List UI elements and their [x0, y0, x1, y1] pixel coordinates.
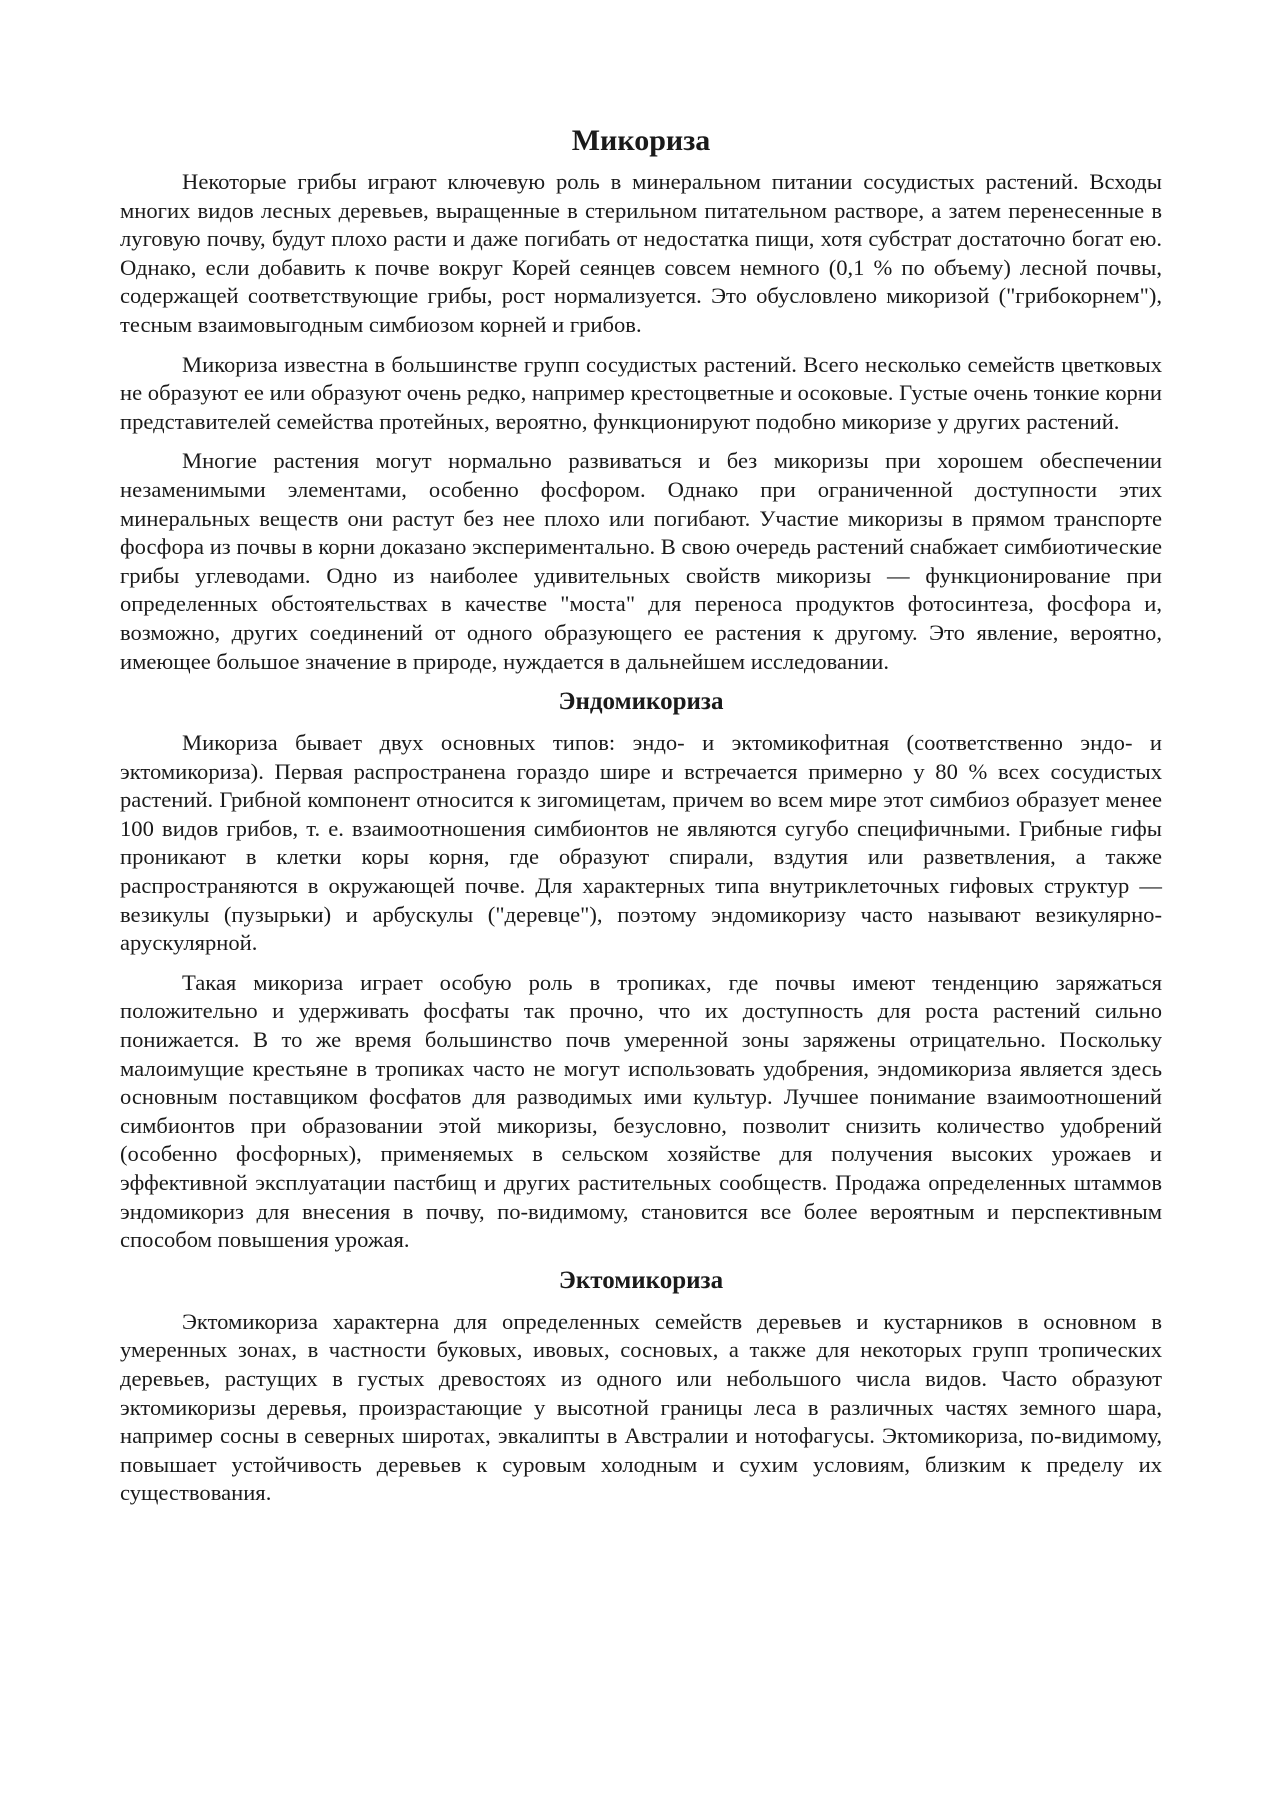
- intro-paragraph-1: Некоторые грибы играют ключевую роль в минеральном питании сосудистых растений. Всходы многих видов лесных деревьев, выращенные в стерильном питательном растворе, а затем перенесенные в луговую почву, будут плохо расти и даже погибать от недостатка пищи, хотя субстрат достаточно богат ею. Однако, если добавить к почве вокруг Корей сеянцев совсем немного (0,1 % по объему) лесной почвы, содержащей соответствующие грибы, рост нормализуется. Это обусловлено микоризой ("грибокорнем"), тесным взаимовыгодным симбиозом корней и грибов.: [120, 169, 1162, 337]
- ectomycorrhiza-paragraph-1: Эктомикориза характерна для определенных семейств деревьев и кустарников в основном в умеренных зонах, в частности буковых, ивовых, сосновых, а также для некоторых групп тропических деревьев, растущих в густых древостоях из одного или небольшого числа видов. Часто образуют эктомикоризы деревья, произрастающие у высотной границы леса в различных частях земного шара, например сосны в северных широтах, эвкалипты в Австралии и нотофагусы. Эктомикориза, по-видимому, повышает устойчивость деревьев к суровым холодным и сухим условиям, близким к пределу их существования.: [120, 1308, 1162, 1506]
- intro-paragraph-2: Микориза известна в большинстве групп сосудистых растений. Всего несколько семейств цветковых не образуют ее или образуют очень редко, например крестоцветные и осоковые. Густые очень тонкие корни представителей семейства протейных, вероятно, функционируют подобно микоризе у других растений.: [120, 351, 1162, 434]
- document-title: Микориза: [571, 124, 711, 157]
- endomycorrhiza-paragraph-2: Такая микориза играет особую роль в тропиках, где почвы имеют тенденцию заряжаться положительно и удерживать фосфаты так прочно, что их доступность для роста растений сильно понижается. В то же время большинство почв умеренной зоны заряжены отрицательно. Поскольку малоимущие крестьяне в тропиках часто не могут использовать удобрения, эндомикориза является здесь основным поставщиком фосфатов для разводимых ими культур. Лучшее понимание взаимоотношений симбионтов при образовании этой микоризы, безусловно, позволит снизить количество удобрений (особенно фосфорных), применяемых в сельском хозяйстве для получения высоких урожаев и эффективной эксплуатации пастбищ и других растительных сообществ. Продажа определенных штаммов эндомикориз для внесения в почву, по-видимому, становится все более вероятным и перспективным способом повышения урожая.: [120, 969, 1162, 1253]
- endomycorrhiza-paragraph-1: Микориза бывает двух основных типов: эндо- и эктомикофитная (соответственно эндо- и эктомикориза). Первая распространена гораздо шире и встречается примерно у 80 % всех сосудистых растений. Грибной компонент относится к зигомицетам, причем во всем мире этот симбиоз образует менее 100 видов грибов, т. е. взаимоотношения симбионтов не являются сугубо специфичными. Грибные гифы проникают в клетки коры корня, где образуют спирали, вздутия или разветвления, а также распространяются в окружающей почве. Для характерных типа внутриклеточных гифовых структур — везикулы (пузырьки) и арбускулы ("деревце"), поэтому эндомикоризу часто называют везикулярно-арускулярной.: [120, 730, 1162, 956]
- section-heading-endomycorrhiza: Эндомикориза: [558, 688, 724, 716]
- section-heading-ectomycorrhiza: Эктомикориза: [558, 1266, 724, 1294]
- intro-paragraph-3: Многие растения могут нормально развиваться и без микоризы при хорошем обеспечении незаменимыми элементами, особенно фосфором. Однако при ограниченной доступности этих минеральных веществ они растут без нее плохо или погибают. Участие микоризы в прямом транспорте фосфора из почвы в корни доказано экспериментально. В свою очередь растений снабжает симбиотические грибы углеводами. Одно из наиболее удивительных свойств микоризы — функционирование при определенных обстоятельствах в качестве "моста" для переноса продуктов фотосинтеза, фосфора и, возможно, других соединений от одного образующего ее растения к другому. Это явление, вероятно, имеющее большое значение в природе, нуждается в дальнейшем исследовании.: [120, 448, 1162, 674]
- document-body: [120, 118, 1162, 1519]
